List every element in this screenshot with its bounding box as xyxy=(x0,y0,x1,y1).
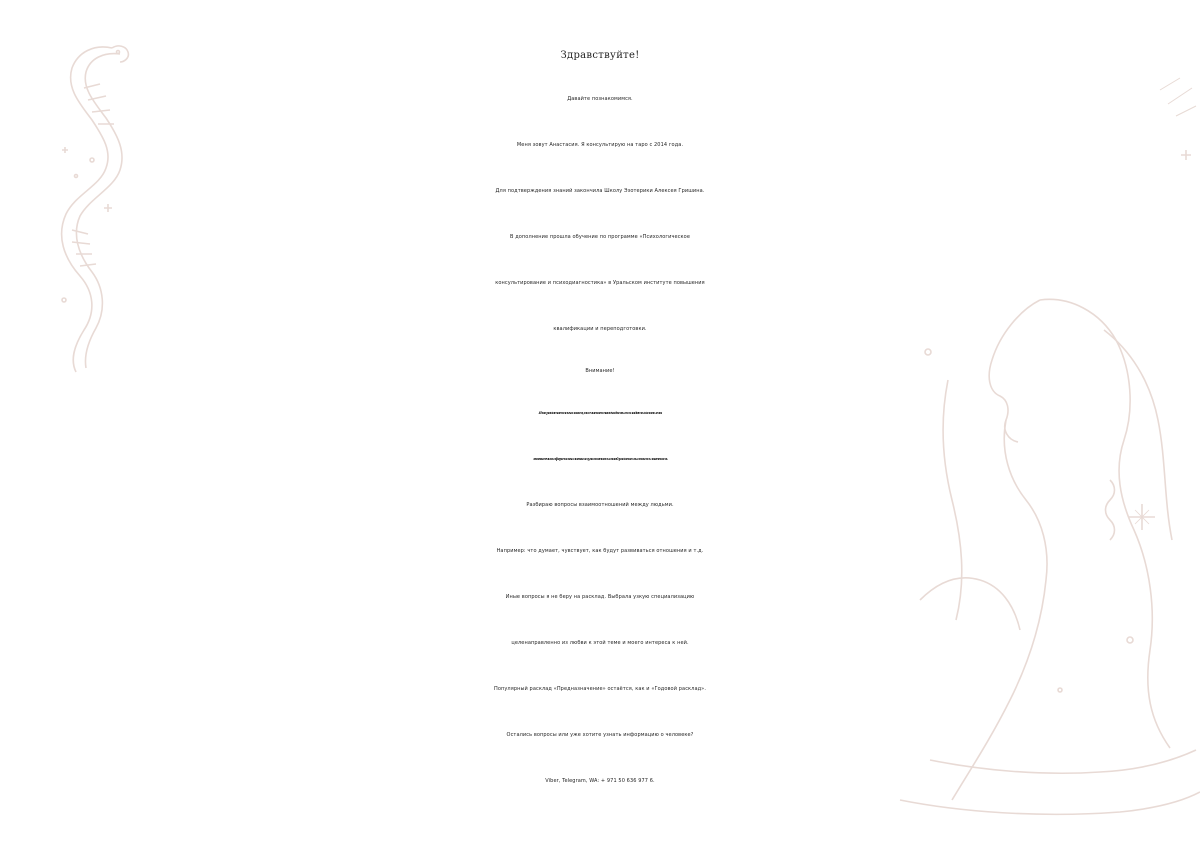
topic-line: Разбираю вопросы взаимоотношений между людьми. xyxy=(526,502,674,508)
example-line: Например: что думает, чувствует, как будут развиваться отношения и т.д. xyxy=(496,548,704,554)
training-line-1: В дополнение прошла обучение по программе «Психологическое xyxy=(509,234,691,240)
specialization-line-1: Иные вопросы я не беру на расклад. Выбрала узкую специализацию xyxy=(505,594,695,600)
training-line-2: консультирование и психодиагностика» в Уральском институте повышения xyxy=(495,280,705,286)
greeting-heading: Здравствуйте! xyxy=(560,50,640,61)
popular-spreads-line: Популярный расклад «Предназначение» остаётся, как и «Годовой расклад». xyxy=(493,686,707,692)
specialization-line-2: целенаправленно из любви к этой теме и моего интереса к ней. xyxy=(511,640,689,646)
intro-line: Давайте познакомимся. xyxy=(567,96,633,102)
disclaimer-line-2: знаниями в сфере психологии из уважения к своей работе и к своим клиентам. xyxy=(532,456,668,461)
disclaimer-line-1: Я не работаю психологом, но считаю необходимым владеть базовыми xyxy=(538,410,662,415)
name-line: Меня зовут Анастасия. Я консультирую на таро с 2014 года. xyxy=(516,142,684,148)
attention-heading: Внимание! xyxy=(585,368,615,374)
contacts-line: Viber, Telegram, WA: + 971 50 636 977 6. xyxy=(545,778,655,784)
education-line: Для подтверждения знаний закончила Школу Эзотерики Алексея Гришина. xyxy=(495,188,705,194)
questions-line: Остались вопросы или уже хотите узнать информацию о человеке? xyxy=(506,732,694,738)
training-line-3: квалификации и переподготовки. xyxy=(553,326,647,332)
